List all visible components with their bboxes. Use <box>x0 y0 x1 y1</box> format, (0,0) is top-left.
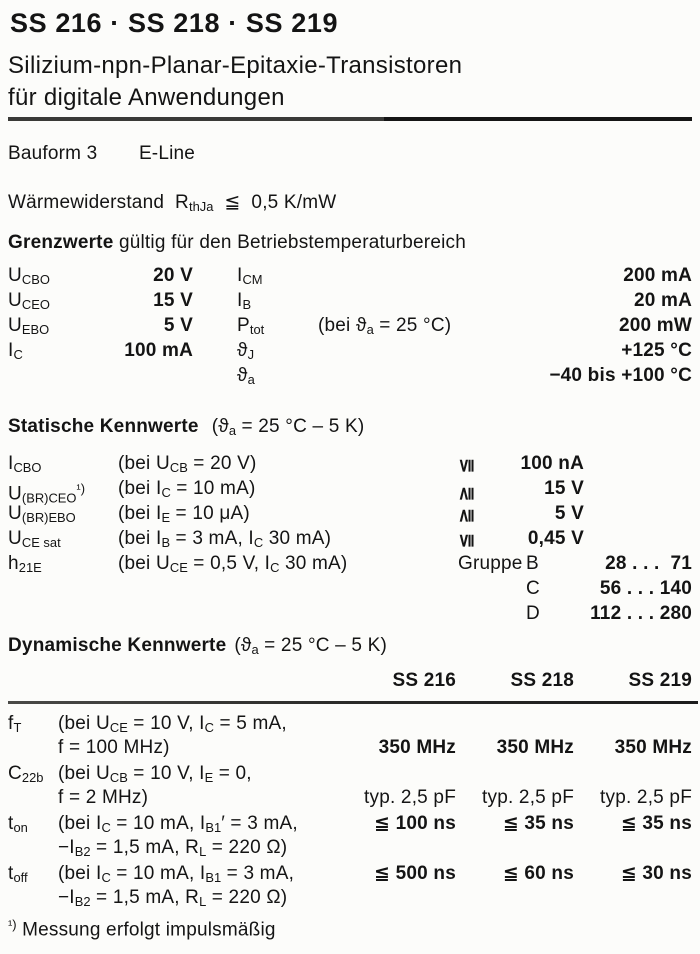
table-row <box>8 263 692 288</box>
parameter-symbol: $I_{CBO}$ <box>8 453 42 475</box>
subtitle-line1: Silizium-npn-Planar-Epitaxie-Transistoren <box>8 52 463 79</box>
limit-value: 15 V <box>544 478 584 499</box>
table-row <box>8 313 692 338</box>
table-row <box>8 762 692 810</box>
parameter-symbol: $U_{(BR)CEO}^{^1)}$ <box>8 481 86 506</box>
dynamische-heading-bold: Dynamische Kennwerte <box>8 635 227 656</box>
test-condition: (bei $I_C = 10$ mA, $I_{B1} = 3$ mA, <box>58 863 295 885</box>
value-ss219: ≦ 30 ns <box>620 863 692 884</box>
table-row <box>8 576 692 601</box>
parameter-symbol: $I_C$ <box>8 340 23 362</box>
header-divider <box>8 117 692 121</box>
test-condition: (bei $U_{CB} = 20$ V) <box>118 453 257 475</box>
limit-value: 5 V <box>554 503 584 524</box>
test-condition: f = 100 MHz) <box>58 737 170 758</box>
bauform-value: E-Line <box>138 143 196 164</box>
column-header-ss219: SS 219 <box>628 670 692 691</box>
value-ss219: ≦ 35 ns <box>620 813 692 834</box>
value-ss216: ≦ 500 ns <box>374 863 456 884</box>
parameter-symbol: $ϑ_a$ <box>237 365 255 387</box>
test-condition: (bei $I_C = 10$ mA) <box>118 478 256 500</box>
gruppe-range: 28 . . . 71 <box>605 553 692 574</box>
statische-heading-bold: Statische Kennwerte <box>8 416 199 437</box>
value-ss219: 350 MHz <box>614 737 692 758</box>
limit-value: 0,45 V <box>527 528 584 549</box>
limit-value: 15 V <box>153 290 193 311</box>
parameter-symbol: $I_{CM}$ <box>237 265 263 287</box>
dynamische-heading-condition: ($ϑ_a = 25$ °C – 5 K) <box>234 635 388 657</box>
value-ss216: ≦ 100 ns <box>374 813 456 834</box>
table-row <box>8 812 692 860</box>
value-ss218: 350 MHz <box>496 737 574 758</box>
limit-value: 20 V <box>153 265 193 286</box>
table-row <box>8 862 692 910</box>
table-row <box>8 338 692 363</box>
subtitle-line2: für digitale Anwendungen <box>8 84 285 111</box>
test-condition: (bei $I_E = 10$ μA) <box>118 503 250 525</box>
gruppe-range: 112 . . . 280 <box>590 603 692 624</box>
page-title: SS 216 · SS 218 · SS 219 <box>10 8 339 38</box>
test-condition: $-I_{B2} = 1,5$ mA, $R_L = 220$ Ω) <box>58 837 288 859</box>
gruppe-line <box>458 601 692 626</box>
column-header-ss216: SS 216 <box>392 670 456 691</box>
bauform-label: Bauform 3 <box>8 143 98 164</box>
table-divider <box>8 701 698 704</box>
limit-value: 20 mA <box>633 290 692 311</box>
thermal-resistance-line: Wärmewiderstand $R_{thJa}$ ≦ 0,5 K/mW <box>8 192 337 214</box>
parameter-symbol: $ϑ_J$ <box>237 340 255 362</box>
test-condition: (bei $ϑ_a = 25$ °C) <box>318 315 452 337</box>
parameter-symbol: $U_{(BR)EBO}$ <box>8 503 76 525</box>
test-condition: (bei $U_{CE} = 0,5$ V, $I_C$ 30 mA) <box>118 553 348 575</box>
table-row <box>8 526 692 551</box>
parameter-symbol: $C_{22b}$ <box>8 763 44 785</box>
relation-symbol: ≧ <box>455 485 477 502</box>
dynamische-table <box>8 712 692 912</box>
value-ss218: ≦ 35 ns <box>502 813 574 834</box>
limit-value: 200 mA <box>623 265 692 286</box>
value-ss216: 350 MHz <box>378 737 456 758</box>
table-row <box>8 363 692 388</box>
test-condition: (bei $I_B = 3$ mA, $I_C$ 30 mA) <box>118 528 332 550</box>
statische-table <box>8 451 692 626</box>
grenzwerte-table <box>8 263 692 388</box>
grenzwerte-heading-rest: gültig für den Betriebstemperaturbereich <box>113 232 466 253</box>
gruppe-line <box>458 576 692 601</box>
footnote: $^{^1)}$ Messung erfolgt impulsmäßig <box>8 917 276 941</box>
table-row <box>8 451 692 476</box>
statische-heading <box>8 416 364 438</box>
parameter-symbol: $U_{CBO}$ <box>8 265 50 287</box>
type-column-headers <box>8 669 692 693</box>
value-ss218: typ. 2,5 pF <box>482 787 574 808</box>
limit-value: 100 mA <box>124 340 193 361</box>
statische-heading-condition: ($ϑ_a = 25$ °C – 5 K) <box>211 416 365 438</box>
table-row <box>8 476 692 506</box>
test-condition: (bei $I_C = 10$ mA, $I_{B1}' = 3$ mA, <box>58 813 298 835</box>
parameter-symbol: $I_B$ <box>237 290 252 312</box>
limit-value <box>103 363 193 392</box>
test-condition: f = 2 MHz) <box>58 787 149 808</box>
limit-value: 100 nA <box>520 453 584 474</box>
relation-symbol: ≧ <box>455 507 477 524</box>
limit-value: −40 bis +100 °C <box>549 365 692 386</box>
parameter-symbol: $U_{EBO}$ <box>8 315 50 337</box>
parameter-symbol: $P_{tot}$ <box>237 315 265 337</box>
parameter-symbol: $h_{21E}$ <box>8 553 42 575</box>
gruppe-letter: C <box>526 578 540 599</box>
grenzwerte-heading <box>8 232 466 254</box>
parameter-symbol: $t_{off}$ <box>8 863 28 885</box>
parameter-symbol: $t_{on}$ <box>8 813 28 835</box>
parameter-symbol: $U_{CE sat}$ <box>8 528 61 550</box>
dynamische-heading <box>8 635 387 657</box>
value-ss218: ≦ 60 ns <box>502 863 574 884</box>
gruppe-range: 56 . . . 140 <box>599 578 692 599</box>
gruppe-letter: D <box>526 603 540 624</box>
grenzwerte-heading-bold: Grenzwerte <box>8 232 114 253</box>
value-ss219: typ. 2,5 pF <box>600 787 692 808</box>
limit-value: 5 V <box>163 315 193 336</box>
relation-symbol: ≦ <box>455 457 477 474</box>
test-condition <box>318 363 493 392</box>
parameter-symbol: $f_T$ <box>8 713 22 735</box>
value-ss216: typ. 2,5 pF <box>364 787 456 808</box>
parameter-symbol <box>8 363 103 392</box>
table-row <box>8 712 692 760</box>
bauform-row <box>8 143 195 165</box>
table-row <box>8 551 692 576</box>
table-row <box>8 288 692 313</box>
parameter-symbol: $U_{CEO}$ <box>8 290 50 312</box>
test-condition: (bei $U_{CB} = 10$ V, $I_E = 0$, <box>58 763 252 785</box>
test-condition: (bei $U_{CE} = 10$ V, $I_C = 5$ mA, <box>58 713 287 735</box>
table-row <box>8 601 692 626</box>
table-row <box>8 501 692 526</box>
limit-value: +125 °C <box>621 340 692 361</box>
relation-symbol: ≦ <box>455 532 477 549</box>
test-condition: $-I_{B2} = 1,5$ mA, $R_L = 220$ Ω) <box>58 887 288 909</box>
column-header-ss218: SS 218 <box>510 670 574 691</box>
gruppe-label: Gruppe <box>458 553 523 574</box>
gruppe-letter: B <box>526 553 539 574</box>
limit-value: 200 mW <box>618 315 692 336</box>
